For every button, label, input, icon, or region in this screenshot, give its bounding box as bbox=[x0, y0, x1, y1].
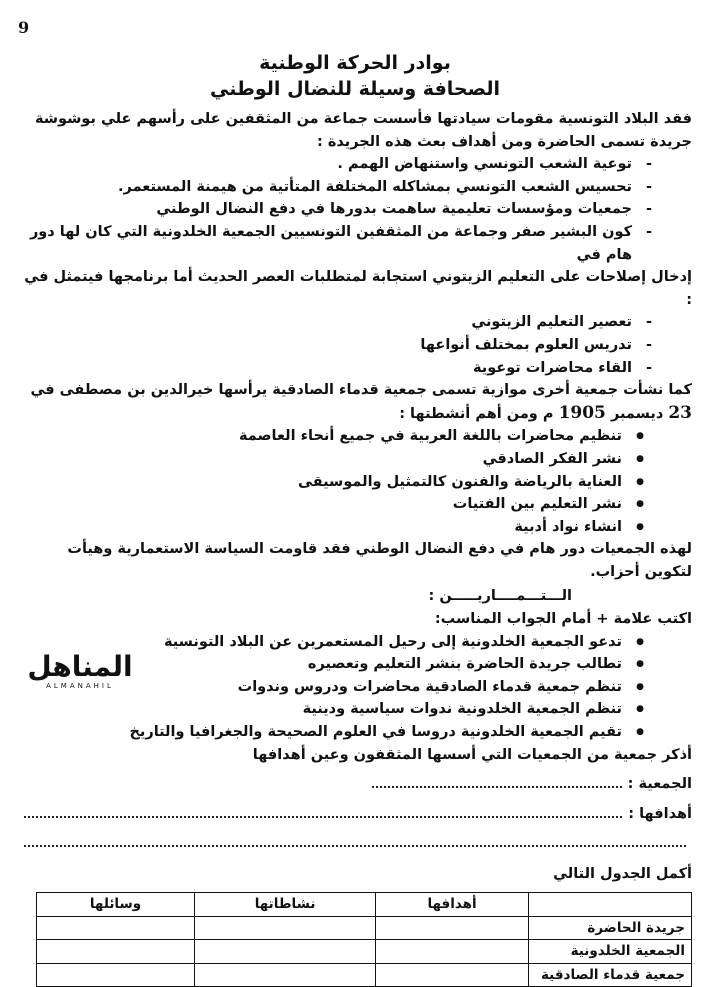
sadikia-text-c: م ومن أهم أنشطتها : bbox=[399, 405, 554, 422]
list-item: - تدريس العلوم بمختلف أنواعها bbox=[18, 334, 692, 357]
table-row bbox=[37, 963, 692, 987]
goals-fill-row-2 bbox=[18, 831, 692, 847]
table-row-label: جمعية قدماء الصادقية bbox=[529, 963, 692, 987]
exercise3-instruction: أكمل الجدول التالي bbox=[553, 866, 692, 883]
goals-blank[interactable] bbox=[24, 802, 622, 818]
activities-list bbox=[18, 425, 692, 538]
goals-blank-2[interactable] bbox=[24, 831, 686, 847]
exercise3 bbox=[18, 863, 692, 987]
list-item: ● نشر الفكر الصادقي bbox=[18, 448, 692, 471]
table-cell[interactable] bbox=[195, 916, 376, 940]
list-item: - القاء محاضرات توعوية bbox=[18, 357, 692, 380]
sadikia-paragraph bbox=[18, 379, 692, 425]
list-item: ● نشر التعليم بين الفتيات bbox=[18, 493, 692, 516]
list-item: ● تنظم جمعية قدماء الصادقية محاضرات ودروس وندوات bbox=[18, 676, 692, 699]
table-header: أهدافها bbox=[376, 893, 529, 917]
goals-label: أهدافها : bbox=[628, 805, 692, 822]
table-header bbox=[529, 893, 692, 917]
sadikia-text-a: كما نشأت جمعية أخرى موازية تسمى جمعية قدماء الصادقية يرأسها خيرالدين بن مصطفى في bbox=[30, 382, 692, 399]
list-item: - تحسيس الشعب التونسي بمشاكله المختلفة المتأتية من هيمنة المستعمر. bbox=[18, 176, 692, 199]
list-item: ● تدعو الجمعية الخلدونية إلى رحيل المستعمرين عن البلاد التونسية bbox=[18, 631, 692, 654]
list-item: - كون البشير صفر وجماعة من المثقفين التونسيين الجمعية الخلدونية التي كان لها دور هام في bbox=[18, 221, 692, 266]
association-label: الجمعية : bbox=[627, 776, 692, 793]
list-item: ● تنظيم محاضرات باللغة العربية في جميع أنحاء العاصمة bbox=[18, 425, 692, 448]
table-cell[interactable] bbox=[37, 916, 195, 940]
table-row bbox=[37, 916, 692, 940]
exercise2-instruction: أذكر جمعية من الجمعيات التي أسسها المثقفون وعين أهدافها bbox=[252, 746, 692, 763]
document-body bbox=[18, 50, 692, 987]
exercises-heading: الـــتـــمــــاريـــــن : bbox=[428, 588, 572, 605]
intro-paragraph: فقد البلاد التونسية مقومات سيادتها فأسست جماعة من المثقفين على رأسهم علي بوشوشة جريدة تسمى الحاضرة ومن أهداف بعث هذه الجريدة : bbox=[34, 111, 692, 150]
table-cell[interactable] bbox=[37, 963, 195, 987]
table-cell[interactable] bbox=[376, 916, 529, 940]
reforms-intro: إدخال إصلاحات على التعليم الزيتوني استجابة لمتطلبات العصر الحديث أما برنامجها فيتمثل في : bbox=[24, 269, 692, 308]
table-row-label: الجمعية الخلدونية bbox=[529, 940, 692, 964]
list-item: ● انشاء نواد أدبية bbox=[18, 516, 692, 539]
goals-list bbox=[18, 153, 692, 266]
sadikia-year: 1905 bbox=[558, 402, 606, 423]
page-number: 9 bbox=[18, 18, 30, 37]
association-fill-row bbox=[18, 772, 692, 796]
list-item: ● تطالب جريدة الحاضرة بنشر التعليم وتعصيره bbox=[18, 653, 692, 676]
list-item: - تعصير التعليم الزيتوني bbox=[18, 311, 692, 334]
list-item: ● العناية بالرياضة والفنون كالتمثيل والموسيقى bbox=[18, 471, 692, 494]
association-blank[interactable] bbox=[372, 772, 622, 788]
exercise1-instruction: اكتب علامة + أمام الجواب المناسب: bbox=[434, 611, 692, 628]
goals-fill-row bbox=[18, 802, 692, 826]
table-cell[interactable] bbox=[376, 963, 529, 987]
sadikia-text-b: ديسمبر bbox=[610, 405, 664, 422]
page-subtitle: الصحافة وسيلة للنضال الوطني bbox=[210, 78, 500, 100]
table-header: وسائلها bbox=[37, 893, 195, 917]
logo-latin: ALMANAHIL bbox=[46, 682, 114, 690]
conclusion-paragraph: لهذه الجمعيات دور هام في دفع النضال الوطني فقد قاومت السياسة الاستعمارية وهيأت لتكوين أحزاب. bbox=[67, 541, 692, 580]
page-title: بوادر الحركة الوطنية bbox=[259, 52, 451, 74]
table-header-row bbox=[37, 893, 692, 917]
logo-text: المناهل bbox=[27, 650, 133, 683]
list-item: ● تنظم الجمعية الخلدونية ندوات سياسية ودينية bbox=[18, 698, 692, 721]
reforms-list bbox=[18, 311, 692, 379]
list-item: - توعية الشعب التونسي واستنهاض الهمم . bbox=[18, 153, 692, 176]
table-cell[interactable] bbox=[195, 963, 376, 987]
table-row-label: جريدة الحاضرة bbox=[529, 916, 692, 940]
table-header: نشاطاتها bbox=[195, 893, 376, 917]
list-item: - جمعيات ومؤسسات تعليمية ساهمت بدورها في دفع النضال الوطني bbox=[18, 198, 692, 221]
list-item: ● تقيم الجمعية الخلدونية دروسا في العلوم الصحيحة والجغرافيا والتاريخ bbox=[18, 721, 692, 744]
exercise1-list bbox=[18, 631, 692, 744]
answer-table bbox=[36, 892, 692, 987]
sadikia-day: 23 bbox=[668, 402, 692, 423]
